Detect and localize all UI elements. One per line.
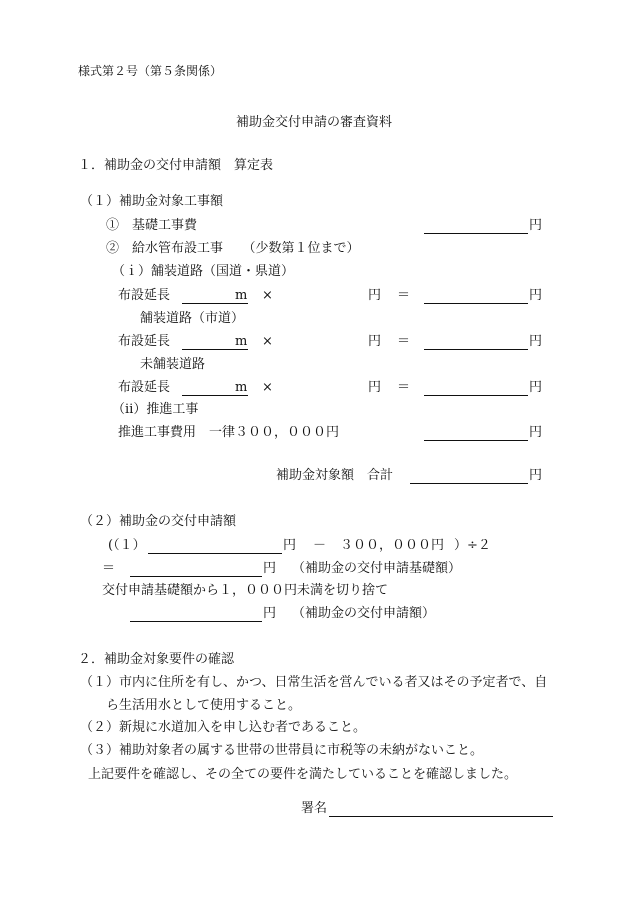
formula-close: ）÷２ — [454, 538, 491, 553]
unit-price-yen: 円 — [368, 380, 382, 395]
section2-heading: ２．補助金対象要件の確認 — [78, 652, 235, 667]
yen-unit: 円 — [529, 218, 543, 233]
amount-national-field[interactable] — [424, 287, 528, 304]
amount-unpaved-field[interactable] — [424, 379, 528, 396]
application-amount-label: （補助金の交付申請額） — [292, 606, 436, 621]
equals-sign: ＝ — [397, 334, 411, 349]
propulsion-amount-field[interactable] — [424, 424, 528, 441]
laying-length-label: 布設延長 — [118, 334, 171, 349]
equals-sign: ＝ — [102, 561, 116, 576]
unit-price-yen: 円 — [368, 288, 382, 303]
multiply-sign: × — [262, 380, 273, 395]
signature-field[interactable] — [329, 800, 553, 817]
application-base-amount-field[interactable] — [130, 560, 262, 577]
meter-unit: m — [235, 334, 248, 349]
foundation-work-label: ① 基礎工事費 — [106, 218, 198, 233]
paved-road-national-label: （ｉ）舗装道路（国道・県道） — [112, 264, 295, 279]
subsection2-heading: （２）補助金の交付申請額 — [80, 514, 237, 529]
yen-unit: 円 — [263, 561, 277, 576]
minus-sign: － — [313, 538, 327, 553]
yen-unit: 円 — [529, 288, 543, 303]
formula-open: (（１） — [108, 538, 146, 553]
unit-price-yen: 円 — [368, 334, 382, 349]
formula-amount-field[interactable] — [148, 537, 282, 554]
requirement-3: （３）補助対象者の属する世帯の世帯員に市税等の未納がないこと。 — [80, 743, 484, 758]
yen-unit: 円 — [529, 468, 543, 483]
deduction-amount: ３００，０００円 — [340, 538, 445, 553]
propulsion-work-cost: 推進工事費用 一律３００，０００円 — [118, 425, 340, 440]
requirement-2: （２）新規に水道加入を申し込む者であること。 — [80, 720, 367, 735]
yen-unit: 円 — [529, 380, 543, 395]
yen-unit: 円 — [283, 538, 297, 553]
multiply-sign: × — [262, 334, 273, 349]
yen-unit: 円 — [263, 606, 277, 621]
rounding-note: 交付申請基礎額から１，０００円未満を切り捨て — [102, 583, 389, 598]
section1-heading: １．補助金の交付申請額 算定表 — [78, 158, 274, 173]
yen-unit: 円 — [529, 334, 543, 349]
signature-label: 署名 — [301, 801, 328, 816]
requirement-1: （１）市内に住所を有し、かつ、日常生活を営んでいる者又はその予定者で、自 — [80, 675, 548, 690]
multiply-sign: × — [262, 288, 273, 303]
meter-unit: m — [235, 288, 248, 303]
amount-city-field[interactable] — [424, 333, 528, 350]
application-base-label: （補助金の交付申請基礎額） — [292, 561, 462, 576]
pipe-laying-work-label: ② 給水管布設工事 （少数第１位まで） — [106, 241, 360, 256]
unpaved-road-label: 未舗装道路 — [140, 357, 206, 372]
confirmation-statement: 上記要件を確認し、その全ての要件を満たしていることを確認しました。 — [88, 767, 518, 782]
requirement-1-continued: ら生活用水として使用すること。 — [106, 698, 302, 713]
page-title: 補助金交付申請の審査資料 — [236, 115, 393, 130]
propulsion-work-heading: （ⅱ）推進工事 — [112, 402, 199, 417]
laying-length-label: 布設延長 — [118, 288, 171, 303]
foundation-work-amount-field[interactable] — [424, 217, 528, 234]
equals-sign: ＝ — [397, 288, 411, 303]
application-amount-field[interactable] — [130, 605, 262, 622]
yen-unit: 円 — [529, 425, 543, 440]
form-number-label: 様式第２号（第５条関係） — [78, 64, 223, 78]
laying-length-label: 布設延長 — [118, 380, 171, 395]
subsidy-total-field[interactable] — [410, 467, 528, 484]
meter-unit: m — [235, 380, 248, 395]
subsidy-total-label: 補助金対象額 合計 — [276, 468, 394, 483]
subsection1-heading: （１）補助金対象工事額 — [80, 194, 224, 209]
paved-road-city-label: 舗装道路（市道） — [140, 311, 245, 326]
equals-sign: ＝ — [397, 380, 411, 395]
